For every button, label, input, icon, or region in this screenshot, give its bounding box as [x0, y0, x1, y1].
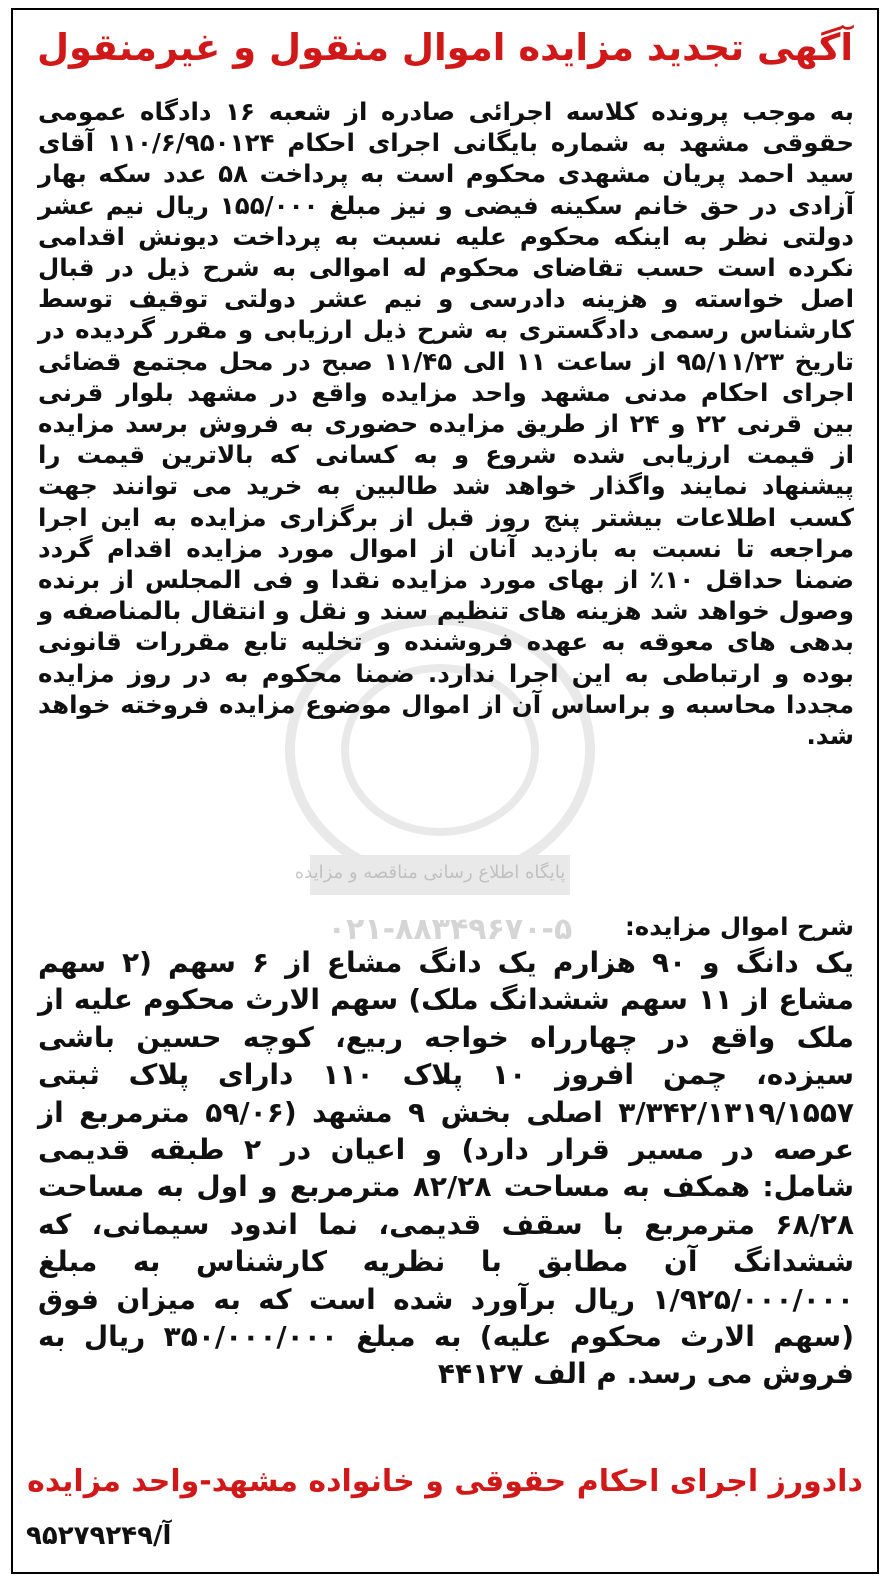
notice-body: به موجب پرونده کلاسه اجرائی صادره از شعبه ۱۶ دادگاه عمومی حقوقی مشهد به شماره بایگانی اجرای احکام ۱۱۰/۶/۹۵۰۱۲۴ آقای سید احمد پریان مشهدی محکوم است به پرداخت ۵۸ عدد سکه بهار آزادی در حق خانم سکینه فیضی و نیز مبلغ ۱۵۵/۰۰۰ ریال نیم عشر دولتی نظر به اینکه محکوم علیه نسبت به پرداخت دیونش اقدامی نکرده است حسب تقاضای محکوم له اموالی به شرح ذیل در قبال اصل خواسته و هزینه دادرسی و نیم عشر دولتی توقیف توسط کارشناس رسمی دادگستری به شرح ذیل ارزیابی و مقرر گردیده در تاریخ ۹۵/۱۱/۲۳ از ساعت ۱۱ الی ۱۱/۴۵ صبح در محل مجتمع قضائی اجرای احکام مدنی مشهد واحد مزایده واقع در مشهد بلوار قرنی بین قرنی ۲۲ و ۲۴ از طریق مزایده حضوری به فروش برسد مزایده از قیمت ارزیابی شده شروع و به کسانی که بالاترین قیمت را پیشنهاد نمایند واگذار خواهد شد طالبین به خرید می توانند جهت کسب اطلاعات بیشتر پنج روز قبل از برگزاری مزایده به این اجرا مراجعه تا نسبت به بازدید آنان از اموال مورد مزایده اقدام گردد ضمنا حداقل ۱۰٪ از بهای مورد مزایده نقدا و فی المجلس از برنده وصول خواهد شد هزینه های تنظیم سند و نقل و انتقال بالمناصفه و بدهی های معوقه به عهده فروشنده و تخلیه تابع مقررات قانونی بوده و ارتباطی به این اجرا ندارد. ضمنا محکوم به در روز مزایده مجددا محاسبه و براساس آن از اموال موضوع مزایده فروخته خواهد شد. [38, 97, 855, 751]
watermark-caption: پایگاه اطلاع رسانی مناقصه و مزایده [294, 862, 566, 883]
reference-code: آ/۹۵۲۷۹۲۴۹ [26, 1521, 172, 1551]
issuer-signature: دادورز اجرای احکام حقوقی و خانواده مشهد-واحد مزایده [27, 1464, 863, 1499]
property-section-title: شرح اموال مزایده: [624, 912, 854, 941]
property-description: یک دانگ و ۹۰ هزارم یک دانگ مشاع از ۶ سهم (۲ سهم مشاع از ۱۱ سهم ششدانگ ملک) سهم الارث محکوم علیه از ملک واقع در چهارراه خواجه ربیع، کوچه حسین باشی سیزده، چمن افروز ۱۰ پلاک ۱۱۰ دارای پلاک ثبتی ۳/۳۴۲/۱۳۱۹/۱۵۵۷ اصلی بخش ۹ مشهد (۵۹/۰۶ مترمربع از عرصه در مسیر قرار دارد) و اعیان در ۲ طبقه قدیمی شامل: همکف به مساحت ۸۲/۲۸ مترمربع و اول به مساحت ۶۸/۲۸ مترمربع با سقف قدیمی، نما اندود سیمانی، که ششدانگ آن مطابق با نظریه کارشناس به مبلغ ۱/۹۲۵/۰۰۰/۰۰۰ ریال برآورد شده است که به میزان فوق (سهم الارث محکوم علیه) به مبلغ ۳۵۰/۰۰۰/۰۰۰ ریال به فروش می رسد. م الف ۴۴۱۲۷ [38, 946, 855, 1391]
notice-title: آگهی تجدید مزایده اموال منقول و غیرمنقول [36, 26, 854, 69]
watermark-phone: ۰۲۱-۸۸۳۴۹۶۷۰-۵ [327, 912, 573, 947]
